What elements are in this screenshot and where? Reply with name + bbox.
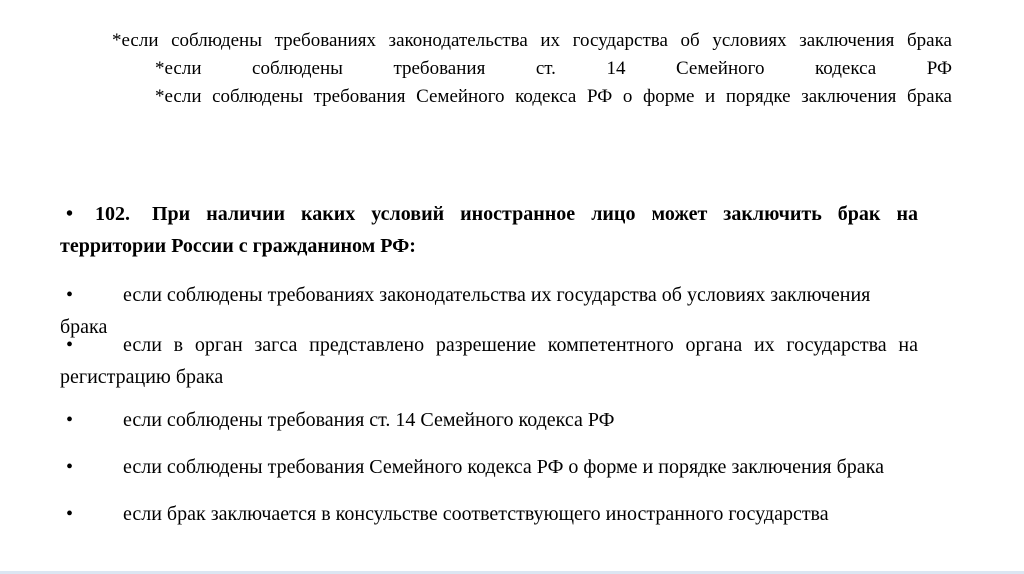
bullet-icon: •	[66, 503, 74, 525]
question-text: При наличии каких условий иностранное лицо может заключить брак на	[152, 203, 918, 225]
list-item-line-2: регистрацию брака	[60, 366, 224, 388]
list-item	[60, 404, 918, 436]
top-note-line-1: *если соблюдены требованиях законодательства их государства об условиях заключения брака	[112, 30, 952, 51]
list-item-line-1: если в орган загса представлено разрешение компетентного органа их государства на	[123, 334, 918, 356]
list-item	[60, 498, 918, 530]
list-item-text: если соблюдены требования ст. 14 Семейного кодекса РФ	[123, 409, 615, 431]
bullet-icon: •	[66, 334, 74, 356]
list-item	[60, 329, 918, 393]
list-item-text: если соблюдены требованиях законодательства их государства об условиях заключения брака	[60, 284, 871, 338]
list-item-text: если брак заключается в консульстве соответствующего иностранного государства	[123, 503, 829, 525]
bullet-icon: •	[66, 409, 74, 431]
list-item	[60, 451, 918, 483]
question-item	[60, 198, 918, 262]
bullet-icon: •	[66, 284, 74, 306]
question-line-1	[60, 198, 918, 230]
list-item-text: если соблюдены требования Семейного кодекса РФ о форме и порядке заключения брака	[123, 456, 884, 478]
question-line-2: территории России с гражданином РФ:	[60, 235, 416, 257]
top-note-line-2: *если соблюдены требования ст. 14 Семейного кодекса РФ	[155, 58, 952, 79]
bullet-icon: •	[66, 203, 74, 225]
bullet-icon: •	[66, 456, 74, 478]
top-note-block	[112, 27, 952, 111]
question-number: 102.	[95, 203, 130, 225]
top-note-line-3: *если соблюдены требования Семейного кодекса РФ о форме и порядке заключения брака	[155, 86, 952, 107]
